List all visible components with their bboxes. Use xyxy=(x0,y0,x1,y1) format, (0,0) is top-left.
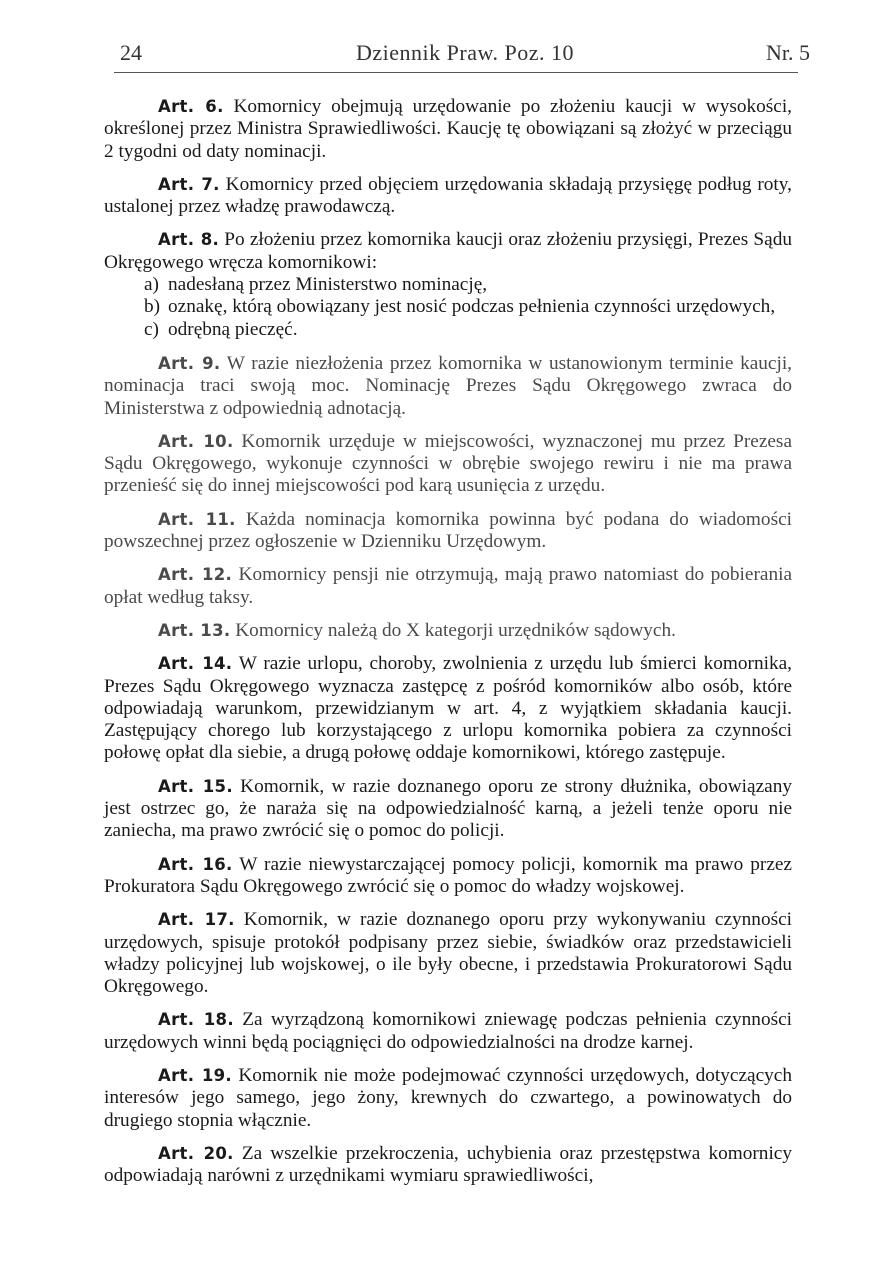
article-6 xyxy=(104,96,792,163)
article-label: Art. 10. xyxy=(158,431,234,451)
article-18 xyxy=(104,1009,792,1054)
issue-number: Nr. 5 xyxy=(766,40,810,65)
list-marker: b) xyxy=(144,296,161,318)
list-text: nadesłaną przez Ministerstwo nominację, xyxy=(168,274,488,296)
article-label: Art. 14. xyxy=(158,654,233,674)
article-label: Art. 16. xyxy=(158,854,233,874)
article-17 xyxy=(104,909,792,998)
list-text: oznakę, którą obowiązany jest nosić podczas pełnienia czynności urzędowych, xyxy=(168,296,776,318)
list-item xyxy=(104,296,792,318)
list-item xyxy=(104,319,792,341)
article-text: Za wyrządzoną komornikowi zniewagę podczas pełnienia czynności urzędowych winni będą pociągnięci do odpowiedzialności na drodze karnej. xyxy=(104,1009,793,1053)
article-19 xyxy=(104,1065,792,1132)
article-label: Art. 19. xyxy=(158,1065,232,1085)
page-number: 24 xyxy=(120,40,142,65)
article-16 xyxy=(104,854,792,899)
journal-title: Dziennik Praw. Poz. 10 xyxy=(356,40,574,65)
list-marker: c) xyxy=(144,318,159,340)
list-text: odrębną pieczęć. xyxy=(168,318,298,340)
article-label: Art. 20. xyxy=(158,1143,234,1163)
article-8 xyxy=(104,229,792,274)
page-header xyxy=(120,40,810,72)
article-12 xyxy=(104,564,792,609)
article-label: Art. 12. xyxy=(158,565,233,585)
article-label: Art. 11. xyxy=(158,509,236,529)
article-7 xyxy=(104,174,792,219)
article-text: W razie niewystarczającej pomocy policji, komornik ma prawo przez Prokuratora Sądu Okręgowego zwrócić się o pomoc do władzy wojskowej. xyxy=(104,853,792,897)
article-text: Komornicy przed objęciem urzędowania składają przysięgę podług roty, ustalonej przez władzę prawodawczą. xyxy=(104,173,793,218)
article-9 xyxy=(104,353,792,420)
article-13 xyxy=(104,620,792,642)
article-11 xyxy=(104,509,792,554)
article-20 xyxy=(104,1143,792,1188)
article-label: Art. 9. xyxy=(158,353,221,373)
article-label: Art. 17. xyxy=(158,910,235,930)
article-label: Art. 7. xyxy=(158,174,220,194)
article-text: Komornik nie może podejmować czynności urzędowych, dotyczących interesów jego samego, jego żony, krewnych do czwartego, a powinowatych do drugiego stopnia włącznie. xyxy=(104,1064,792,1131)
article-label: Art. 15. xyxy=(158,776,233,796)
article-text: Komornik, w razie doznanego oporu przy wykonywaniu czynności urzędowych, spisuje protokół podpisany przez siebie, świadków oraz przedstawicieli władzy policyjnej lub wojskowej, o ile były obecne, i przedstawia Prokuratorowi Sądu Okręgowego. xyxy=(104,909,792,998)
article-text: W razie urlopu, choroby, zwolnienia z urzędu lub śmierci komornika, Prezes Sądu Okręgowego wyznacza zastępcę z pośród komorników albo osób, które odpowiadają warunkom, przewidzianym w art. 4, z wyjątkiem składania kaucji. Zastępujący chorego lub korzystającego z urlopu komornika pobiera za czynności połowę opłat dla siebie, a drugą połowę oddaje komornikowi, którego zastępuje. xyxy=(104,653,792,764)
article-15 xyxy=(104,776,792,843)
article-text: Po złożeniu przez komornika kaucji oraz złożeniu przysięgi, Prezes Sądu Okręgowego wręcza komornikowi: xyxy=(104,229,792,273)
page-body xyxy=(104,96,792,1198)
article-text: Komornicy należą do X kategorji urzędników sądowych. xyxy=(230,619,676,641)
article-10 xyxy=(104,431,792,498)
article-label: Art. 18. xyxy=(158,1010,234,1030)
article-label: Art. 8. xyxy=(158,230,220,250)
article-text: Komornicy pensji nie otrzymują, mają prawo natomiast do pobierania opłat według taksy. xyxy=(104,564,792,608)
article-14 xyxy=(104,653,792,764)
article-text: Komornik urzęduje w miejscowości, wyznaczonej mu przez Prezesa Sądu Okręgowego, wykonuje czynności w obrębie swojego rewiru i nie ma prawa przenieść się do innej miejscowości pod karą usunięcia z urzędu. xyxy=(104,430,792,497)
list-marker: a) xyxy=(144,274,159,296)
header-rule xyxy=(114,72,798,73)
list-item xyxy=(104,274,792,296)
article-text: Za wszelkie przekroczenia, uchybienia oraz przestępstwa komornicy odpowiadają narówni z urzędnikami wymiaru sprawiedliwości, xyxy=(104,1142,792,1187)
article-text: Komornicy obejmują urzędowanie po złożeniu kaucji w wysokości, określonej przez Ministra Sprawiedliwości. Kaucję tę obowiązani są złożyć w przeciągu 2 tygodni od daty nominacji. xyxy=(104,96,792,162)
article-text: Każda nominacja komornika powinna być podana do wiadomości powszechnej przez ogłoszenie w Dzienniku Urzędowym. xyxy=(104,508,792,553)
article-text: Komornik, w razie doznanego oporu ze strony dłużnika, obowiązany jest ostrzec go, że naraża się na odpowiedzialność karną, a jeżeli tenże oporu nie zaniecha, ma prawo zwrócić się o pomoc do policji. xyxy=(104,775,792,842)
article-8-list xyxy=(104,274,792,341)
article-text: W razie niezłożenia przez komornika w ustanowionym terminie kaucji, nominacja traci swoją moc. Nominację Prezes Sądu Okręgowego zwraca do Ministerstwa z odpowiednią adnotacją. xyxy=(104,352,792,419)
article-label: Art. 13. xyxy=(158,620,231,640)
article-label: Art. 6. xyxy=(158,97,224,116)
